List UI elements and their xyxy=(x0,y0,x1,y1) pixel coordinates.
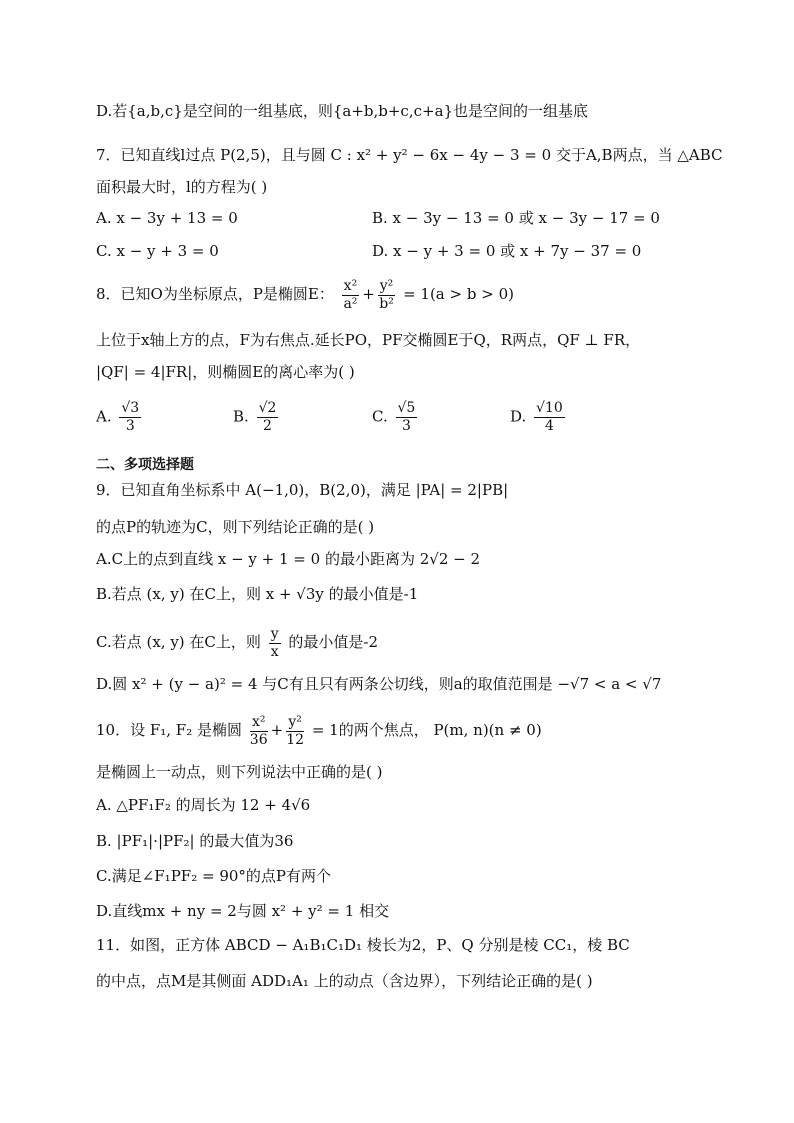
fraction-denominator: 2 xyxy=(263,418,272,434)
fraction-y2-b2 xyxy=(378,278,396,313)
q7-stem-cont: 面积最大时，l的方程为( ) xyxy=(96,178,268,196)
fraction-numerator: x² xyxy=(250,714,268,732)
q10-option-d: D.直线mx + ny = 2与圆 x² + y² = 1 相交 xyxy=(96,902,390,920)
q9-option-b: B.若点 (x, y) 在C上，则 x + √3y 的最小值是-1 xyxy=(96,585,419,603)
option-label: B. xyxy=(233,407,249,426)
option-label: D. xyxy=(510,407,527,426)
fraction-y-x xyxy=(269,626,281,661)
fraction-denominator: a² xyxy=(343,295,358,312)
section-heading-multiple-choice: 二、多项选择题 xyxy=(96,457,194,473)
plus-sign: + xyxy=(362,285,375,303)
fraction-denominator: b² xyxy=(379,295,394,312)
option-label: C. xyxy=(372,407,388,426)
option-label: A. xyxy=(96,407,112,426)
q10-stem-cont: 是椭圆上一动点，则下列说法中正确的是( ) xyxy=(96,763,383,781)
fraction-x2-a2 xyxy=(342,278,360,313)
option-fraction xyxy=(534,400,565,435)
plus-sign: + xyxy=(270,721,284,739)
fraction-numerator: y² xyxy=(379,277,394,294)
fraction-denominator: 3 xyxy=(125,418,135,434)
q8-option-b xyxy=(233,400,281,435)
fraction-denominator: 12 xyxy=(286,731,305,748)
option-fraction xyxy=(119,400,141,435)
fraction-numerator: √3 xyxy=(121,400,140,416)
q8-stem-text: 8．已知O为坐标原点，P是椭圆E： xyxy=(96,285,334,303)
q7-option-d: D. x − y + 3 = 0 或 x + 7y − 37 = 0 xyxy=(372,242,642,260)
q8-option-a xyxy=(96,400,144,435)
q8-stem xyxy=(96,272,716,316)
q10-stem-text: 10．设 F₁, F₂ 是椭圆 xyxy=(96,721,243,739)
q10-option-c: C.满足∠F₁PF₂ = 90°的点P有两个 xyxy=(96,867,331,885)
fraction-y2-12 xyxy=(286,714,304,749)
q11-stem-cont: 的中点，点M是其侧面 ADD₁A₁ 上的动点（含边界），下列结论正确的是( ) xyxy=(96,972,593,990)
fraction-numerator: √10 xyxy=(536,400,563,416)
fraction-numerator: y xyxy=(270,625,279,642)
q8-stem-cont: 上位于x轴上方的点，F为右焦点.延长PO，PF交椭圆E于Q，R两点，QF ⊥ FR， xyxy=(96,331,641,349)
q10-stem xyxy=(96,708,716,752)
fraction-denominator: 4 xyxy=(544,418,554,434)
q11-stem: 11．如图，正方体 ABCD − A₁B₁C₁D₁ 棱长为2，P、Q 分别是棱 CC₁，棱 BC xyxy=(96,936,630,954)
fraction-x2-36 xyxy=(250,714,268,749)
q6-option-d: D.若{a,b,c}是空间的一组基底，则{a+b,b+c,c+a}也是空间的一组基底 xyxy=(96,102,589,120)
fraction-numerator: y² xyxy=(286,714,304,732)
q7-stem: 7．已知直线l过点 P(2,5)，且与圆 C : x² + y² − 6x − 4y − 3 = 0 交于A,B两点，当 △ABC xyxy=(96,146,723,164)
fraction-numerator: x² xyxy=(343,277,358,294)
q7-option-a: A. x − 3y + 13 = 0 xyxy=(96,209,238,227)
option-text: C.若点 (x, y) 在C上，则 xyxy=(96,633,261,651)
q9-option-a: A.C上的点到直线 x − y + 1 = 0 的最小距离为 2√2 − 2 xyxy=(96,550,481,568)
q10-stem-tail: = 1的两个焦点， P(m, n)(n ≠ 0) xyxy=(311,721,542,739)
option-text-tail: 的最小值是-2 xyxy=(288,633,379,651)
q8-stem-cont2: |QF| = 4|FR|，则椭圆E的离心率为( ) xyxy=(96,363,355,381)
fraction-denominator: x xyxy=(270,643,279,660)
fraction-denominator: 36 xyxy=(249,731,268,748)
q10-option-a: A. △PF₁F₂ 的周长为 12 + 4√6 xyxy=(96,796,311,814)
option-fraction xyxy=(396,400,418,435)
q8-stem-tail: = 1(a > b > 0) xyxy=(403,285,514,303)
q9-option-c xyxy=(96,622,716,662)
q7-option-c: C. x − y + 3 = 0 xyxy=(96,242,219,260)
fraction-numerator: √5 xyxy=(397,400,416,416)
q9-stem-cont: 的点P的轨迹为C，则下列结论正确的是( ) xyxy=(96,518,375,536)
q9-option-d: D.圆 x² + (y − a)² = 4 与C有且只有两条公切线，则a的取值范围是 −√7 < a < √7 xyxy=(96,675,662,693)
q8-option-c xyxy=(372,400,420,435)
q8-option-d xyxy=(510,400,568,435)
option-fraction xyxy=(257,400,279,435)
fraction-numerator: √2 xyxy=(258,400,277,416)
q10-option-b: B. |PF₁|·|PF₂| 的最大值为36 xyxy=(96,832,294,850)
q7-option-b: B. x − 3y − 13 = 0 或 x − 3y − 17 = 0 xyxy=(372,209,660,227)
fraction-denominator: 3 xyxy=(401,418,411,434)
q9-stem: 9．已知直角坐标系中 A(−1,0)，B(2,0)，满足 |PA| = 2|PB| xyxy=(96,481,509,499)
